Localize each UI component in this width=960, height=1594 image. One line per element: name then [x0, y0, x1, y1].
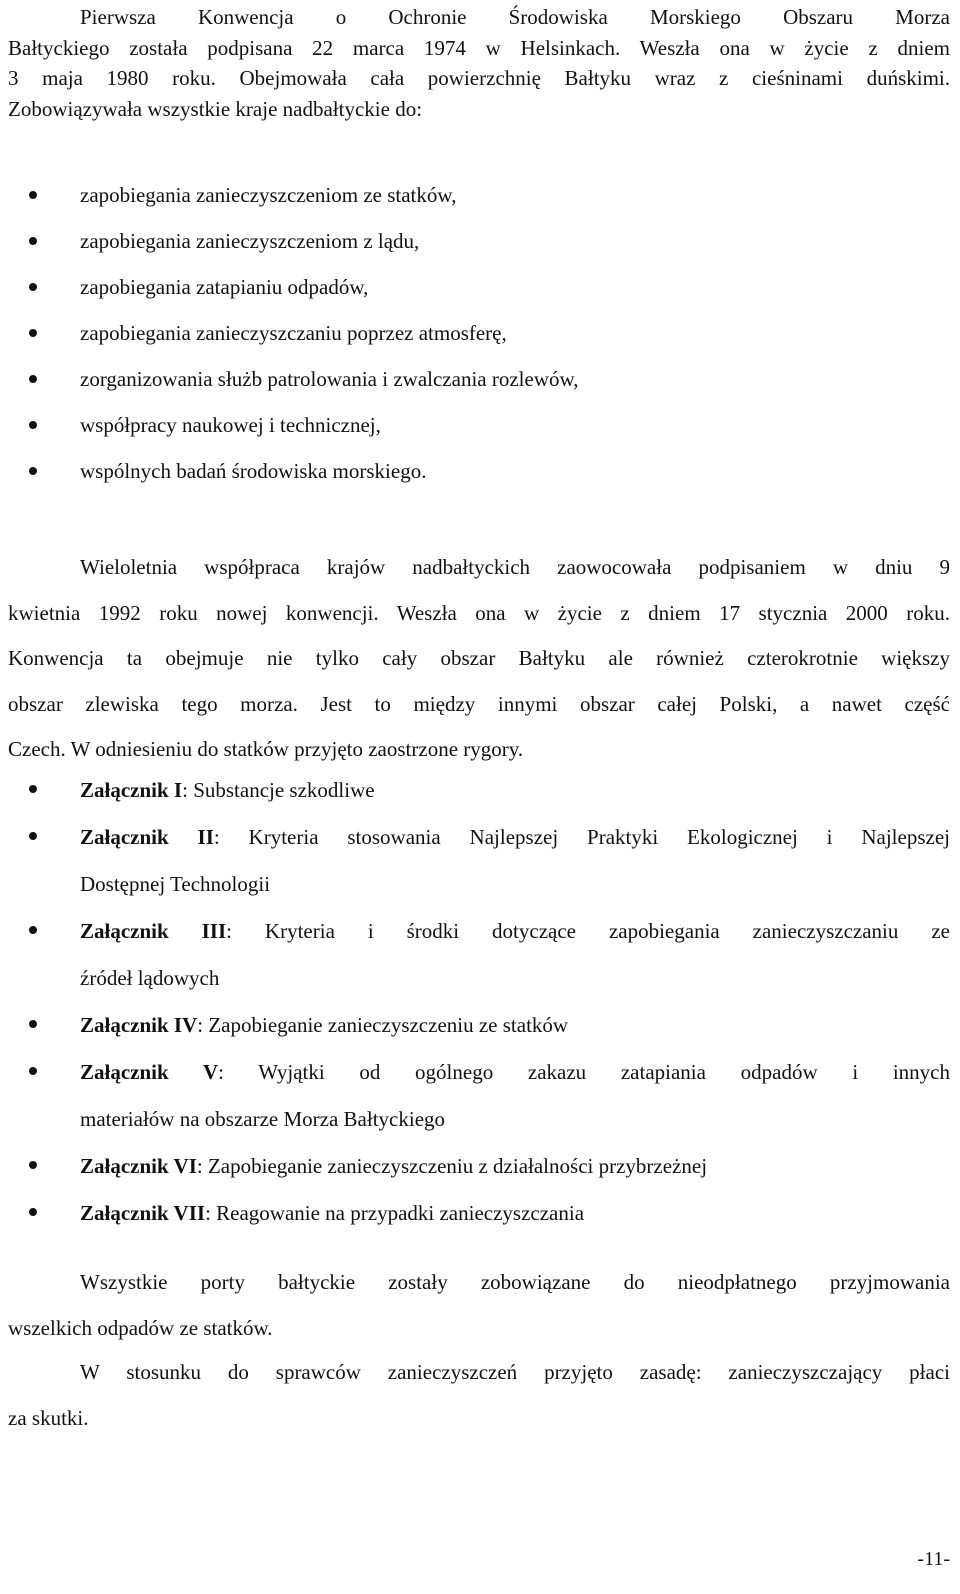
intro-paragraph: [8, 2, 950, 124]
intro-line: Pierwsza Konwencja o Ochronie Środowiska Morskiego Obszaru Morza: [80, 5, 950, 29]
annex-item: [8, 814, 950, 908]
annex-label: Załącznik VII: [80, 1201, 206, 1225]
polluter-pays-paragraph: [8, 1350, 950, 1441]
paragraph-line: Czech. W odniesieniu do statków przyjęto zaostrzone rygory.: [8, 737, 524, 761]
annex-label: Załącznik IV: [80, 1013, 198, 1037]
list-item: współpracy naukowej i technicznej,: [8, 410, 950, 456]
annex-label: Załącznik II: [80, 825, 214, 849]
list-item: zapobiegania zanieczyszczeniom z lądu,: [8, 226, 950, 272]
annex-text: : Kryteria stosowania Najlepszej Praktyki Ekologicznej i Najlepszej: [213, 825, 950, 849]
annex-item: [8, 1190, 950, 1237]
paragraph-line: za skutki.: [8, 1405, 89, 1430]
document-page: [8, 0, 950, 1594]
annex-item: [8, 767, 950, 814]
annex-text: : Zapobieganie zanieczyszczeniu z działalności przybrzeżnej: [196, 1154, 708, 1178]
annex-text-continued: źródeł lądowych: [80, 966, 220, 990]
annex-label: Załącznik V: [80, 1060, 219, 1084]
annex-item: [8, 1143, 950, 1190]
annex-text: : Reagowanie na przypadki zanieczyszczania: [205, 1201, 585, 1225]
annex-label: Załącznik VI: [80, 1154, 197, 1178]
page-number: -11-: [917, 1548, 950, 1570]
paragraph-line: Wieloletnia współpraca krajów nadbałtyckich zaowocowała podpisaniem w dniu 9: [80, 555, 950, 579]
annex-label: Załącznik III: [80, 919, 227, 943]
annex-text-continued: Dostępnej Technologii: [80, 872, 271, 896]
annexes-list: [8, 767, 950, 1237]
obligations-list: [8, 180, 950, 502]
annex-text-continued: materiałów na obszarze Morza Bałtyckiego: [80, 1107, 446, 1131]
paragraph-line: wszelkich odpadów ze statków.: [8, 1315, 273, 1340]
annex-text: : Kryteria i środki dotyczące zapobiegania zanieczyszczaniu ze: [226, 919, 950, 943]
list-item: wspólnych badań środowiska morskiego.: [8, 456, 950, 502]
list-item: zapobiegania zatapianiu odpadów,: [8, 272, 950, 318]
list-item: zorganizowania służb patrolowania i zwalczania rozlewów,: [8, 364, 950, 410]
annex-label: Załącznik I: [80, 778, 183, 802]
annex-text: : Substancje szkodliwe: [182, 778, 375, 802]
intro-line: Zobowiązywała wszystkie kraje nadbałtyckie do:: [8, 96, 423, 121]
annex-text: : Zapobieganie zanieczyszczeniu ze statków: [197, 1013, 569, 1037]
paragraph-line: Konwencja ta obejmuje nie tylko cały obszar Bałtyku ale również czterokrotnie większy: [8, 646, 950, 670]
intro-line: 3 maja 1980 roku. Obejmowała cała powierzchnię Bałtyku wraz z cieśninami duńskimi.: [8, 66, 950, 90]
paragraph-line: W stosunku do sprawców zanieczyszczeń przyjęto zasadę: zanieczyszczający płaci: [80, 1360, 950, 1384]
paragraph-line: Wszystkie porty bałtyckie zostały zobowiązane do nieodpłatnego przyjmowania: [80, 1270, 950, 1294]
annex-item: [8, 1002, 950, 1049]
paragraph-line: kwietnia 1992 roku nowej konwencji. Weszła ona w życie z dniem 17 stycznia 2000 roku.: [8, 600, 950, 625]
new-convention-paragraph: [8, 545, 950, 773]
list-item: zapobiegania zanieczyszczeniom ze statków,: [8, 180, 950, 226]
list-item: zapobiegania zanieczyszczaniu poprzez atmosferę,: [8, 318, 950, 364]
annex-text: : Wyjątki od ogólnego zakazu zatapiania odpadów i innych: [218, 1060, 950, 1084]
intro-line: Bałtyckiego została podpisana 22 marca 1974 w Helsinkach. Weszła ona w życie z dniem: [8, 35, 950, 60]
paragraph-line: obszar zlewiska tego morza. Jest to między innymi obszar całej Polski, a nawet część: [8, 691, 950, 716]
annex-item: [8, 1049, 950, 1143]
annex-item: [8, 908, 950, 1002]
ports-paragraph: [8, 1260, 950, 1351]
